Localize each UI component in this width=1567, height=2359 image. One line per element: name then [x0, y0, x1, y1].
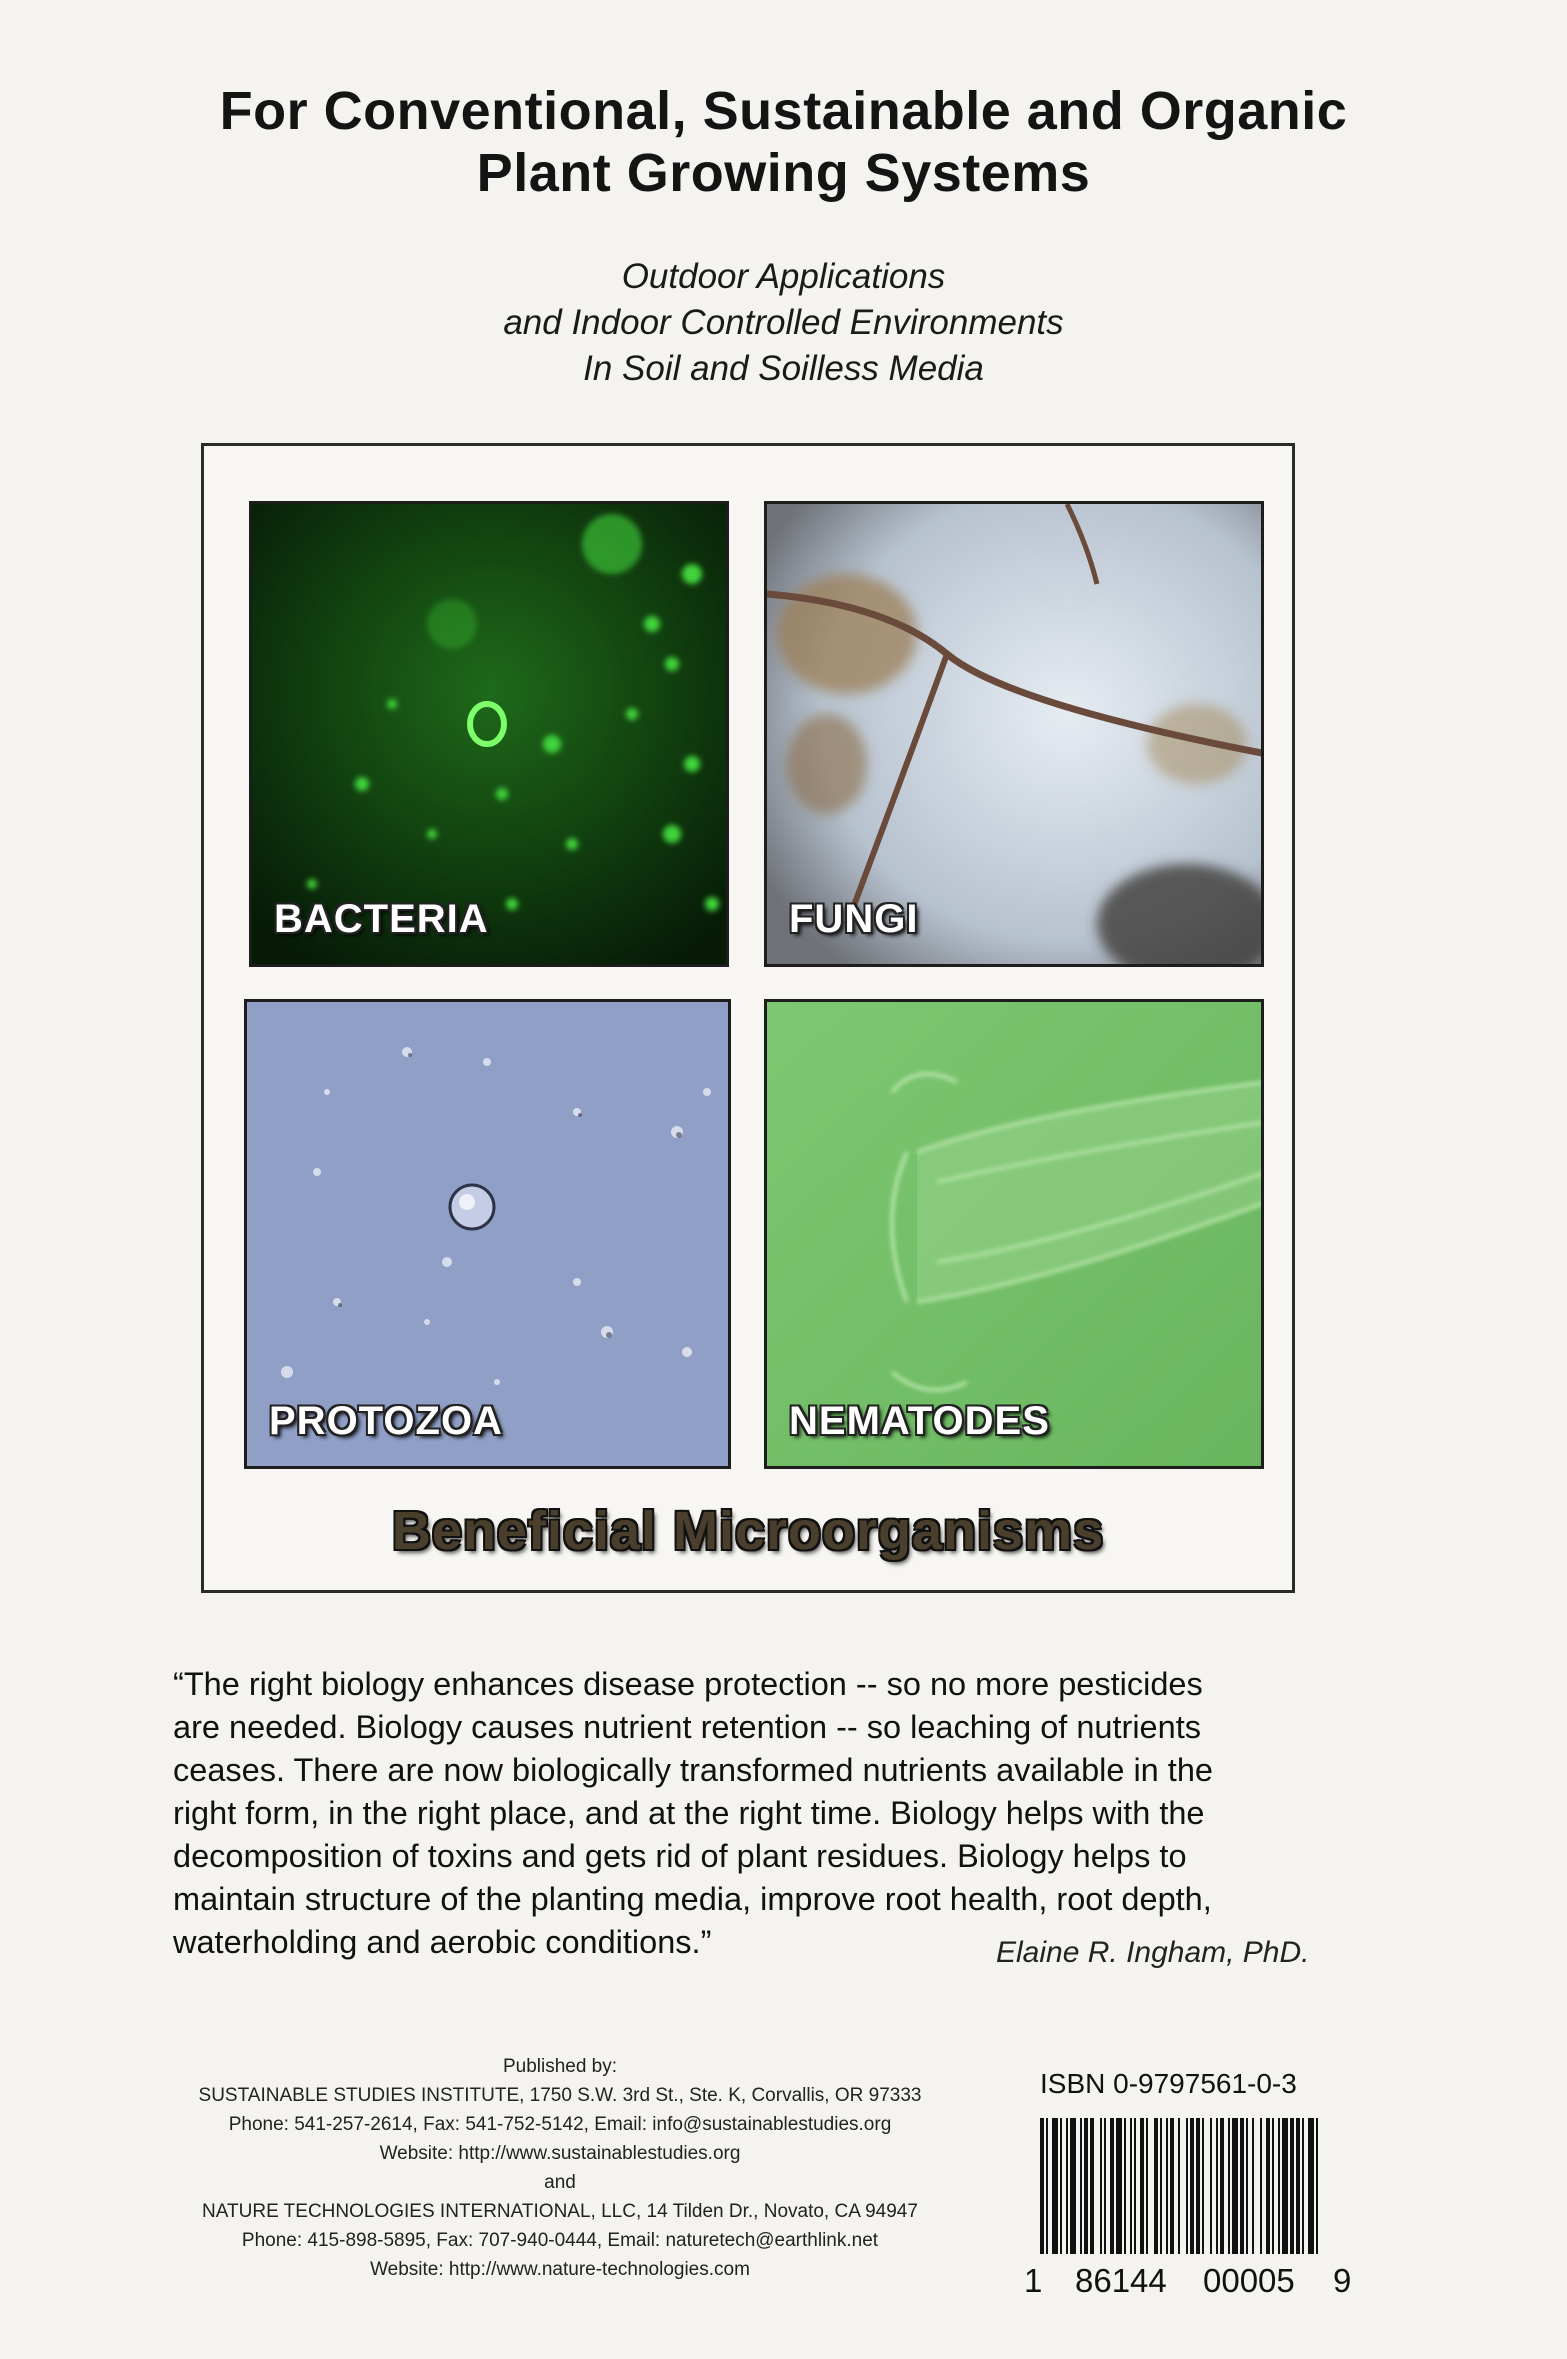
barcode-bar [1146, 2118, 1148, 2254]
nematodes-label: NEMATODES [789, 1399, 1050, 1443]
quote-line: right form, in the right place, and at the right time. Biology helps with the [173, 1795, 1205, 1831]
subtitle-line-3: In Soil and Soilless Media [583, 349, 984, 388]
barcode-bar [1124, 2118, 1126, 2254]
barcode-bar [1060, 2118, 1062, 2254]
barcode-bar [1116, 2118, 1122, 2254]
barcode-bar [1080, 2118, 1082, 2254]
barcode-bar [1252, 2118, 1254, 2254]
barcode-bar [1232, 2118, 1238, 2254]
quote-line: maintain structure of the planting media, improve root health, root depth, [173, 1881, 1212, 1917]
barcode-bar [1160, 2118, 1162, 2254]
barcode-bar [1260, 2118, 1262, 2254]
publisher-org-1-contact: Phone: 541-257-2614, Fax: 541-752-5142, Email: info@sustainablestudies.org [228, 2114, 892, 2135]
barcode-bar [1140, 2118, 1144, 2254]
barcode-bar [1090, 2118, 1094, 2254]
nematodes-photo [764, 999, 1264, 1469]
publisher-org-1-website: Website: http://www.sustainablestudies.org [379, 2143, 741, 2164]
quote-text [173, 1663, 1373, 1964]
barcode-bar [1246, 2118, 1248, 2254]
barcode-bar [1296, 2118, 1300, 2254]
barcode-bar [1178, 2118, 1180, 2254]
subtitle-line-1: Outdoor Applications [621, 257, 946, 296]
barcode-bar [1046, 2118, 1048, 2254]
barcode-bar [1316, 2118, 1318, 2254]
barcode-bar [1308, 2118, 1314, 2254]
barcode-bar [1066, 2118, 1068, 2254]
fungi-photo [764, 501, 1264, 967]
title-line-2: Plant Growing Systems [476, 143, 1091, 203]
barcode-bar [1070, 2118, 1076, 2254]
barcode-bar [1196, 2118, 1200, 2254]
barcode-image [1040, 2118, 1322, 2254]
fungi-label: FUNGI [789, 897, 919, 941]
barcode-bar [1282, 2118, 1288, 2254]
barcode-bar [1278, 2118, 1280, 2254]
panel-caption: Beneficial Microorganisms [391, 1501, 1105, 1561]
quote-line: waterholding and aerobic conditions.” [173, 1924, 712, 1960]
microorganism-panel [201, 443, 1295, 1593]
barcode-bar [1302, 2118, 1304, 2254]
barcode-bar [1202, 2118, 1204, 2254]
title-line-1: For Conventional, Sustainable and Organic [219, 81, 1348, 141]
barcode-bar [1104, 2118, 1106, 2254]
barcode-bar [1134, 2118, 1136, 2254]
quote-line: “The right biology enhances disease protection -- so no more pesticides [173, 1666, 1203, 1702]
publisher-org-1: SUSTAINABLE STUDIES INSTITUTE, 1750 S.W. 3rd St., Ste. K, Corvallis, OR 97333 [198, 2085, 922, 2106]
bacteria-label: BACTERIA [274, 897, 489, 941]
barcode-bar [1210, 2118, 1212, 2254]
quote-line: decomposition of toxins and gets rid of plant residues. Biology helps to [173, 1838, 1187, 1874]
barcode-bar [1186, 2118, 1188, 2254]
barcode-digit-first: 1 [1024, 2262, 1043, 2299]
barcode-bar [1154, 2118, 1158, 2254]
barcode-bar [1130, 2118, 1132, 2254]
barcode-bar [1166, 2118, 1168, 2254]
subtitle [0, 254, 1567, 392]
barcode-bar [1100, 2118, 1102, 2254]
publisher-org-2-contact: Phone: 415-898-5895, Fax: 707-940-0444, Email: naturetech@earthlink.net [241, 2230, 879, 2251]
quote-line: are needed. Biology causes nutrient retention -- so leaching of nutrients [173, 1709, 1201, 1745]
barcode-digit-last: 9 [1333, 2262, 1352, 2299]
publisher-and: and [544, 2172, 576, 2193]
isbn-number: ISBN 0-9797561-0-3 [1040, 2068, 1297, 2099]
barcode-bar [1190, 2118, 1194, 2254]
barcode-bar [1240, 2118, 1244, 2254]
barcode-bar [1052, 2118, 1058, 2254]
publisher-org-2-website: Website: http://www.nature-technologies.com [370, 2259, 750, 2280]
quote-line: ceases. There are now biologically transformed nutrients available in the [173, 1752, 1213, 1788]
barcode-bar [1170, 2118, 1174, 2254]
barcode-bar [1216, 2118, 1218, 2254]
quote-author: Elaine R. Ingham, PhD. [996, 1936, 1310, 1969]
barcode-bar [1228, 2118, 1230, 2254]
barcode-bar [1266, 2118, 1270, 2254]
barcode-digits-group-2: 00005 [1203, 2262, 1295, 2299]
barcode-bar [1220, 2118, 1224, 2254]
publisher-org-2: NATURE TECHNOLOGIES INTERNATIONAL, LLC, 14 Tilden Dr., Novato, CA 94947 [202, 2201, 918, 2222]
protozoa-label: PROTOZOA [269, 1399, 503, 1443]
subtitle-line-2: and Indoor Controlled Environments [503, 303, 1064, 342]
barcode-bar [1040, 2118, 1044, 2254]
protozoa-photo [244, 999, 731, 1469]
barcode-digits-group-1: 86144 [1075, 2262, 1167, 2299]
barcode-bar [1110, 2118, 1114, 2254]
barcode-bar [1084, 2118, 1088, 2254]
main-title [0, 80, 1567, 204]
barcode-bar [1290, 2118, 1294, 2254]
bacteria-photo [249, 501, 729, 967]
publisher-block [160, 2052, 960, 2284]
published-by-heading: Published by: [502, 2056, 618, 2077]
barcode-bar [1272, 2118, 1274, 2254]
